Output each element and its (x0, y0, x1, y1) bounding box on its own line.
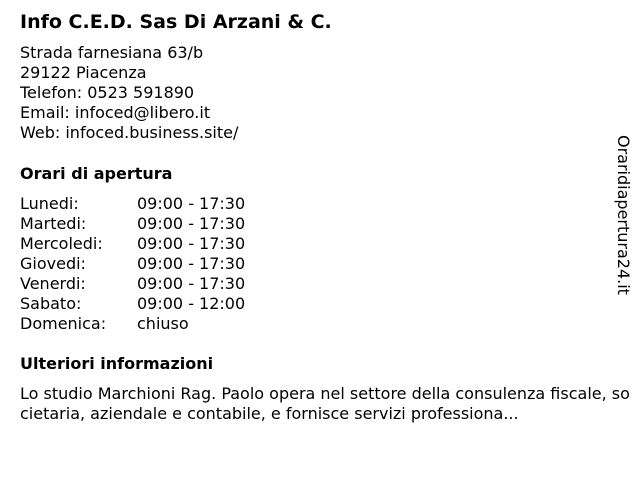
hours-row-thursday (20, 254, 320, 274)
hours-row-monday (20, 194, 320, 214)
day-label: Lunedi: (20, 194, 79, 213)
address-city: 29122 Piacenza (20, 63, 147, 82)
day-label: Venerdi: (20, 274, 86, 293)
hours-row-sunday (20, 314, 320, 334)
hours-row-saturday (20, 294, 320, 314)
day-label: Domenica: (20, 314, 107, 333)
site-credit: Oraridiapertura24.it (614, 135, 633, 295)
phone-number: Telefon: 0523 591890 (20, 83, 195, 102)
website-address: Web: infoced.business.site/ (20, 123, 239, 142)
business-name: Info C.E.D. Sas Di Arzani & C. (20, 11, 332, 33)
time-value: chiuso (137, 314, 189, 333)
business-description: Lo studio Marchioni Rag. Paolo opera nel settore della consulenza fiscale, societaria, aziendale e contabile, e fornisce servizi professiona... (20, 384, 630, 423)
contact-block (20, 43, 238, 143)
day-label: Sabato: (20, 294, 82, 313)
hours-row-friday (20, 274, 320, 294)
time-value: 09:00 - 17:30 (137, 234, 246, 253)
time-value: 09:00 - 17:30 (137, 194, 246, 213)
email-address: Email: infoced@libero.it (20, 103, 211, 122)
time-value: 09:00 - 17:30 (137, 254, 246, 273)
day-label: Martedi: (20, 214, 87, 233)
address-street: Strada farnesiana 63/b (20, 43, 204, 62)
hours-row-tuesday (20, 214, 320, 234)
opening-hours-heading: Orari di apertura (20, 164, 173, 183)
time-value: 09:00 - 12:00 (137, 294, 246, 313)
day-label: Mercoledi: (20, 234, 103, 253)
day-label: Giovedi: (20, 254, 86, 273)
more-info-heading: Ulteriori informazioni (20, 354, 214, 373)
time-value: 09:00 - 17:30 (137, 274, 246, 293)
hours-row-wednesday (20, 234, 320, 254)
time-value: 09:00 - 17:30 (137, 214, 246, 233)
opening-hours-list (20, 194, 320, 334)
